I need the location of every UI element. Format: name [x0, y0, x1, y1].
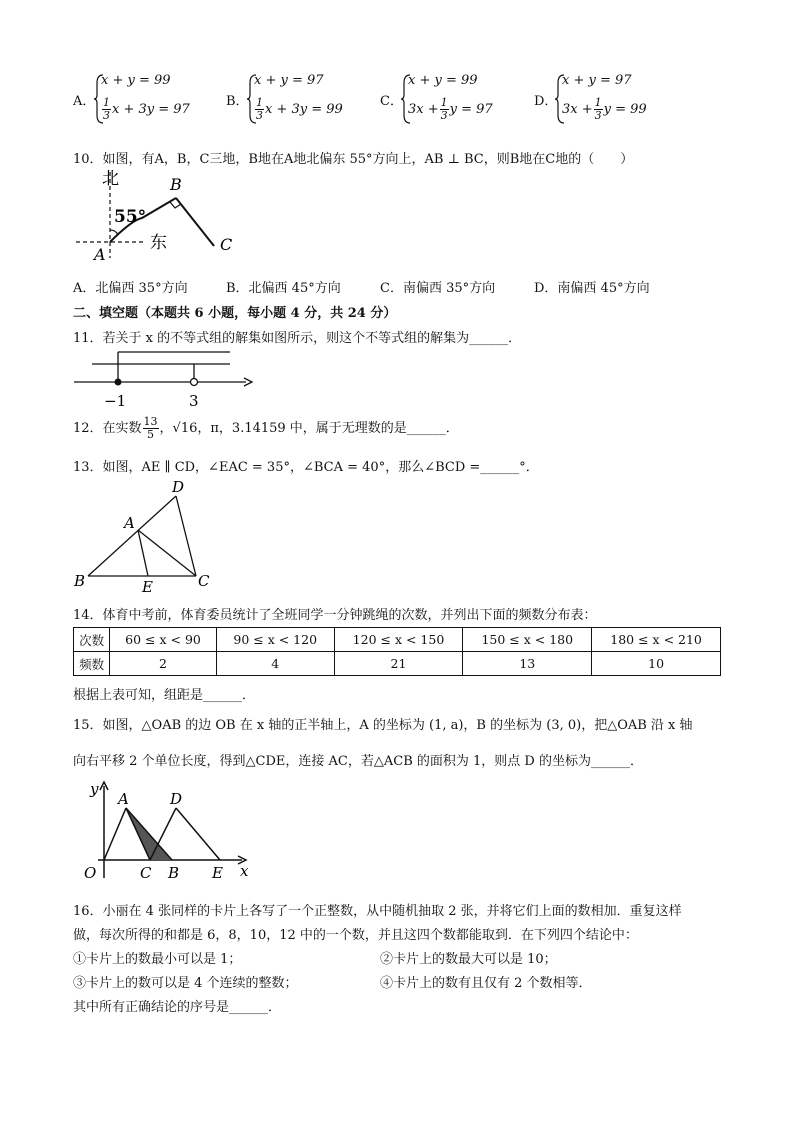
- table-cell: 60 ≤ x < 90: [110, 628, 217, 652]
- q13-figure: [72, 478, 222, 596]
- east-label: 东: [150, 233, 167, 253]
- point-d-label: D: [170, 790, 183, 808]
- table-cell: 4: [216, 652, 334, 676]
- y-axis-label: y: [90, 780, 99, 798]
- q9-option-a[interactable]: [73, 73, 213, 123]
- q9-option-c[interactable]: [380, 73, 520, 123]
- q16-last-line: 其中所有正确结论的序号是______．: [73, 1000, 282, 1015]
- table-cell: 频数: [74, 652, 110, 676]
- q10-option-d[interactable]: D．南偏西 45°方向: [534, 281, 650, 296]
- equation-2: 3x + $\frac{1}{3}$ y = 99: [562, 96, 647, 122]
- frequency-table: [73, 627, 721, 676]
- equation-2: $\frac{1}{3}$ x + 3y = 97: [103, 96, 190, 122]
- x-axis-label: x: [240, 862, 249, 880]
- point-b-label: B: [74, 572, 86, 590]
- table-row: [74, 628, 721, 652]
- table-cell: 21: [334, 652, 463, 676]
- q16-question-line2: 做，每次所得的和都是 6，8，10，12 中的一个数，并且这四个数都能取到．在下列四个结论中：: [73, 928, 638, 943]
- q14-after-text: 根据上表可知，组距是______．: [73, 688, 256, 703]
- angle-label: 55°: [114, 207, 147, 227]
- point-o-label: O: [84, 864, 97, 882]
- table-cell: 180 ≤ x < 210: [592, 628, 721, 652]
- q13-question: 13．如图，AE ∥ CD，∠EAC = 35°，∠BCA = 40°，那么∠BCD =______°．: [73, 460, 539, 475]
- q16-conclusion-2: ②卡片上的数最大可以是 10；: [380, 952, 557, 967]
- north-label: 北: [102, 169, 119, 189]
- tick-label-right: 3: [189, 392, 199, 410]
- q15-question-line1: 15．如图，△OAB 的边 OB 在 x 轴的正半轴上，A 的坐标为 (1, a)，B 的坐标为 (3, 0)，把△OAB 沿 x 轴: [73, 718, 693, 733]
- point-b-label: B: [168, 864, 180, 882]
- tick-label-left: −1: [104, 392, 127, 410]
- q16-conclusion-1: ①卡片上的数最小可以是 1；: [73, 952, 242, 967]
- point-c-label: C: [198, 572, 210, 590]
- table-row: [74, 652, 721, 676]
- q12-question: 12．在实数 $\frac{13}{5}$ ，√16，π，3.14159 中，属于无理数的是______．: [73, 415, 459, 441]
- section-title: 二、填空题（本题共 6 小题，每小题 4 分，共 24 分）: [73, 306, 397, 321]
- table-cell: 90 ≤ x < 120: [216, 628, 334, 652]
- equation-1: x + y = 99: [408, 73, 478, 88]
- point-c-label: C: [140, 864, 152, 882]
- q14-question: 14．体育中考前，体育委员统计了全班同学一分钟跳绳的次数，并列出下面的频数分布表：: [73, 608, 597, 623]
- table-cell: 13: [463, 652, 592, 676]
- q11-number-line: [70, 348, 255, 410]
- point-e-label: E: [142, 578, 153, 596]
- equation-1: x + y = 97: [254, 73, 324, 88]
- q16-conclusion-4: ④卡片上的数有且仅有 2 个数相等．: [380, 976, 592, 991]
- point-c-label: C: [220, 235, 233, 254]
- point-a-label: A: [94, 245, 106, 264]
- q10-option-c[interactable]: C．南偏西 35°方向: [380, 281, 496, 296]
- table-cell: 10: [592, 652, 721, 676]
- table-cell: 2: [110, 652, 217, 676]
- q10-figure: [72, 168, 242, 268]
- table-cell: 次数: [74, 628, 110, 652]
- q9-option-b[interactable]: [226, 73, 366, 123]
- option-label: C．: [380, 94, 403, 109]
- point-a-label: A: [118, 790, 129, 808]
- q16-question-line1: 16．小丽在 4 张同样的卡片上各写了一个正整数，从中随机抽取 2 张，并将它们上面的数相加．重复这样: [73, 904, 682, 919]
- point-d-label: D: [172, 478, 185, 496]
- q10-option-b[interactable]: B．北偏西 45°方向: [226, 281, 341, 296]
- equation-1: x + y = 97: [562, 73, 632, 88]
- point-b-label: B: [170, 175, 182, 194]
- q11-question: 11．若关于 x 的不等式组的解集如图所示，则这个不等式组的解集为______．: [73, 331, 522, 346]
- option-label: D．: [534, 94, 558, 109]
- equation-2: 3x + $\frac{1}{3}$ y = 97: [408, 96, 493, 122]
- table-cell: 150 ≤ x < 180: [463, 628, 592, 652]
- q15-question-line2: 向右平移 2 个单位长度，得到△CDE，连接 AC，若△ACB 的面积为 1，则点 D 的坐标为______．: [73, 754, 643, 769]
- option-label: B．: [226, 94, 249, 109]
- equation-2: $\frac{1}{3}$ x + 3y = 99: [256, 96, 343, 122]
- q10-option-a[interactable]: A．北偏西 35°方向: [73, 281, 188, 296]
- point-e-label: E: [212, 864, 223, 882]
- q16-conclusion-3: ③卡片上的数可以是 4 个连续的整数；: [73, 976, 298, 991]
- q10-question: 10．如图，有A，B，C三地，B地在A地北偏东 55°方向上，AB ⊥ BC，则B地在C地的（ ）: [73, 152, 634, 167]
- point-a-label: A: [124, 514, 135, 532]
- option-label: A．: [73, 94, 96, 109]
- q15-figure: [78, 778, 258, 884]
- equation-1: x + y = 99: [101, 73, 171, 88]
- table-cell: 120 ≤ x < 150: [334, 628, 463, 652]
- q9-option-d[interactable]: [534, 73, 674, 123]
